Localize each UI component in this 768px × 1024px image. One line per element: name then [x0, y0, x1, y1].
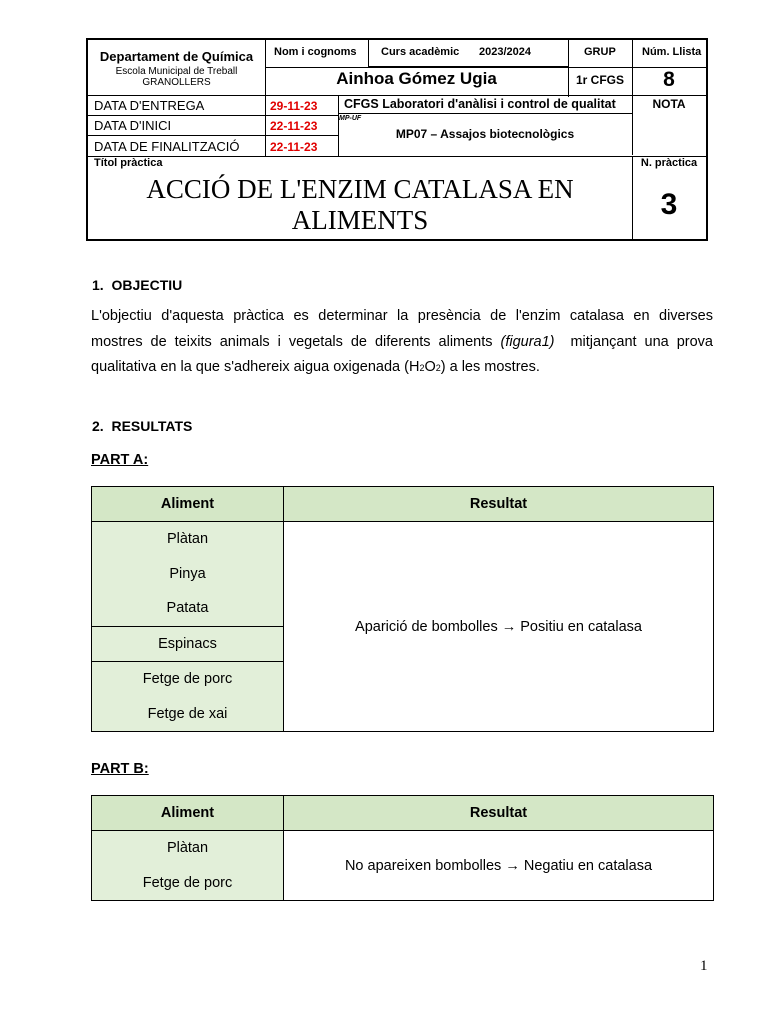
part-b-group1	[92, 831, 284, 901]
title-label: Títol pràctica	[94, 157, 163, 169]
delivery-date-label: DATA D'ENTREGA	[94, 98, 205, 113]
grade-label: NOTA	[652, 97, 686, 111]
end-date-value: 22-11-23	[270, 140, 318, 154]
practice-title-line2: ALIMENTS	[291, 205, 429, 235]
figure-reference: (figura1)	[500, 333, 555, 350]
objective-line2: mostres de teixits animals i vegetals de diferents aliments (figura1) mitjançant una prova	[91, 333, 713, 350]
practice-title-line1: ACCIÓ DE L'ENZIM CATALASA EN	[146, 174, 574, 204]
part-a-result: Aparició de bombolles → Positiu en catalasa	[284, 522, 714, 732]
list-label: Núm. Llista	[642, 46, 702, 58]
part-b-col-resultat: Resultat	[284, 796, 714, 831]
list-item: Pinya	[169, 565, 206, 582]
part-b-table	[91, 795, 714, 901]
course-value: 2023/2024	[479, 46, 531, 58]
practice-label: N. pràctica	[640, 157, 698, 169]
school-name: Escola Municipal de Treball	[115, 66, 238, 77]
part-a-label: PART A:	[91, 452, 149, 468]
module-name: MP07 – Assajos biotecnològics	[395, 127, 575, 141]
objective-line3: qualitativa en la que s'adhereix aigua oxigenada (H2O2) a les mostres.	[91, 359, 540, 375]
list-item: Fetge de porc	[142, 874, 233, 891]
part-b-label: PART B:	[91, 761, 149, 777]
list-item: Fetge de porc	[142, 671, 233, 687]
list-item: Plàtan	[166, 531, 209, 547]
list-item: Espinacs	[158, 635, 217, 652]
header-table	[86, 38, 708, 241]
practice-number: 3	[660, 188, 678, 221]
list-item: Plàtan	[166, 840, 209, 856]
part-a-col-resultat: Resultat	[284, 487, 714, 522]
end-date-label: DATA DE FINALITZACIÓ	[94, 139, 240, 154]
student-name: Ainhoa Gómez Ugia	[336, 69, 497, 88]
part-b-col-aliment: Aliment	[92, 796, 284, 831]
part-a-group1	[92, 522, 284, 627]
objective-line1: L'objectiu d'aquesta pràctica es determinar la presència de l'enzim catalasa en diverses	[91, 308, 713, 324]
part-a-group3	[92, 662, 284, 732]
list-value: 8	[663, 68, 675, 91]
section-objectiu-heading: 1. OBJECTIU	[92, 277, 183, 293]
mp-label: MP-UF	[339, 115, 362, 122]
group-value: 1r CFGS	[575, 73, 624, 87]
start-date-value: 22-11-23	[270, 119, 318, 133]
list-item: Patata	[166, 600, 209, 616]
program-name: CFGS Laboratori d'anàlisi i control de qualitat	[344, 97, 616, 111]
group-label: GRUP	[584, 46, 616, 58]
start-date-label: DATA D'INICI	[94, 118, 172, 133]
delivery-date-value: 29-11-23	[270, 99, 318, 113]
part-b-result: No apareixen bombolles → Negatiu en catalasa	[284, 831, 714, 901]
name-label: Nom i cognoms	[274, 46, 357, 58]
part-a-group2	[92, 626, 284, 662]
department-name: Departament de Química	[99, 49, 254, 64]
part-a-col-aliment: Aliment	[92, 487, 284, 522]
part-a-table	[91, 486, 714, 732]
city-name: GRANOLLERS	[142, 77, 211, 88]
list-item: Fetge de xai	[147, 705, 228, 722]
page-number: 1	[700, 958, 708, 974]
practice-title	[88, 174, 632, 236]
section-resultats-heading: 2. RESULTATS	[92, 418, 193, 434]
objective-paragraph	[91, 304, 713, 382]
course-label: Curs acadèmic	[381, 46, 460, 58]
